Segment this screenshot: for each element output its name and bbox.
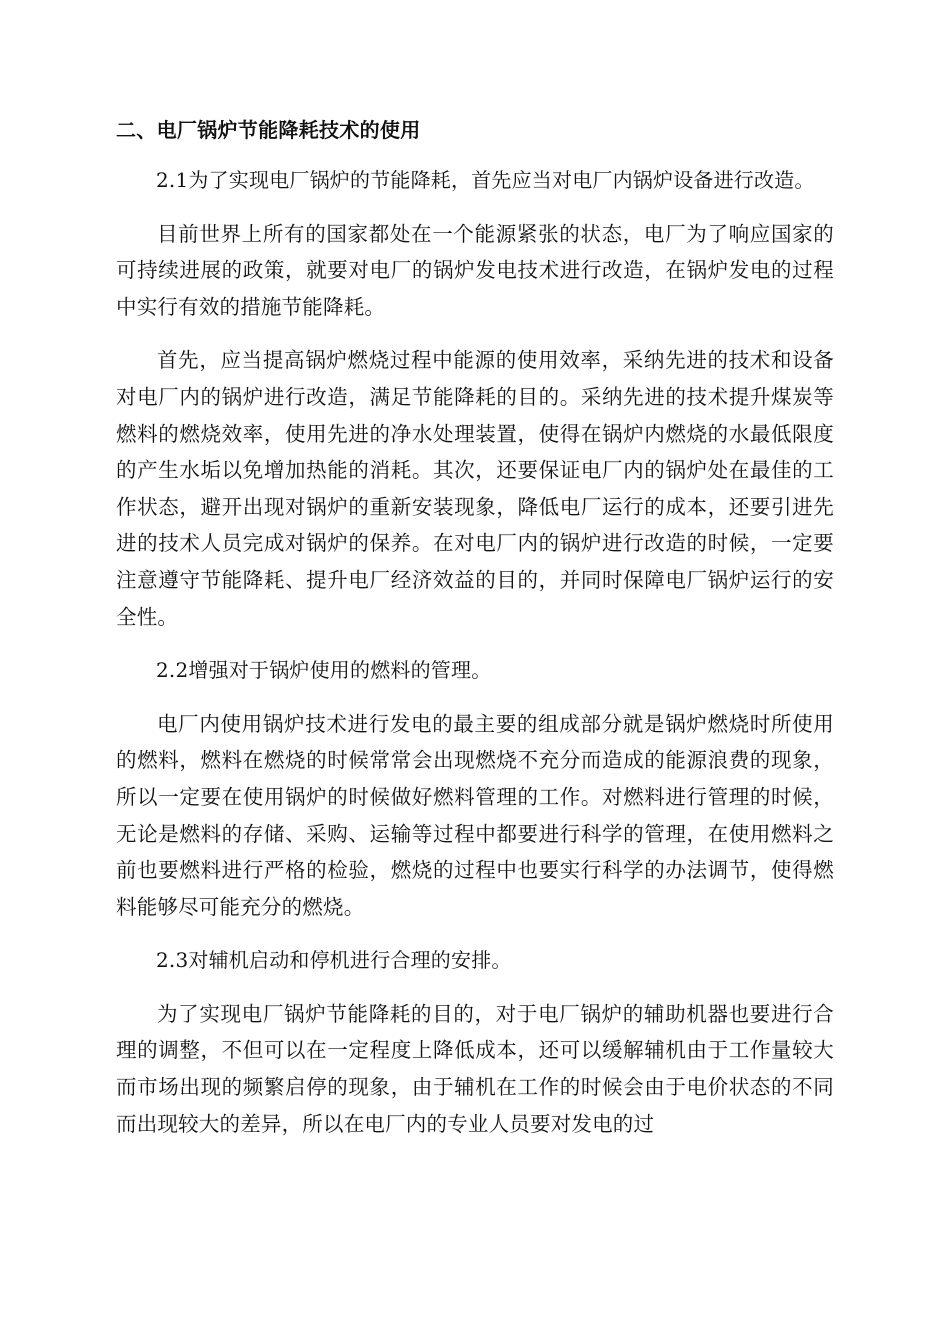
subsection-title-2-1: 2.1为了实现电厂锅炉的节能降耗，首先应当对电厂内锅炉设备进行改造。 <box>156 168 815 192</box>
paragraph: 为了实现电厂锅炉节能降耗的目的，对于电厂锅炉的辅助机器也要进行合理的调整，不但可以在一定程度上降低成本，还可以缓解辅机由于工作量较大而市场出现的频繁启停的现象，由于辅机在工作的时候会由于电价状态的不同而出现较大的差异，所以在电厂内的专业人员要对发电的过 <box>116 1001 834 1136</box>
paragraph: 电厂内使用锅炉技术进行发电的最主要的组成部分就是锅炉燃烧时所使用的燃料，燃料在燃烧的时候常常会出现燃烧不充分而造成的能源浪费的现象，所以一定要在使用锅炉的时候做好燃料管理的工作。对燃料进行管理的时候，无论是燃料的存储、采购、运输等过程中都要进行科学的管理，在使用燃料之前也要燃料进行严格的检验，燃烧的过程中也要实行科学的办法调节，使得燃料能够尽可能充分的燃烧。 <box>116 711 834 919</box>
document-body <box>116 112 834 1159</box>
section-heading: 二、电厂锅炉节能降耗技术的使用 <box>116 118 421 142</box>
subsection-title-2-2: 2.2增强对于锅炉使用的燃料的管理。 <box>156 658 492 683</box>
subsection-title-2-3: 2.3对辅机启动和停机进行合理的安排。 <box>156 948 512 973</box>
paragraph: 目前世界上所有的国家都处在一个能源紧张的状态，电厂为了响应国家的可持续进展的政策，就要对电厂的锅炉发电技术进行改造，在锅炉发电的过程中实行有效的措施节能降耗。 <box>116 221 834 319</box>
paragraph: 首先，应当提高锅炉燃烧过程中能源的使用效率，采纳先进的技术和设备对电厂内的锅炉进行改造，满足节能降耗的目的。采纳先进的技术提升煤炭等燃料的燃烧效率，使用先进的净水处理装置，使得在锅炉内燃烧的水最低限度的产生水垢以免增加热能的消耗。其次，还要保证电厂内的锅炉处在最佳的工作状态，避开出现对锅炉的重新安装现象，降低电厂运行的成本，还要引进先进的技术人员完成对锅炉的保养。在对电厂内的锅炉进行改造的时候，一定要注意遵守节能降耗、提升电厂经济效益的目的，并同时保障电厂锅炉运行的安全性。 <box>116 348 834 629</box>
